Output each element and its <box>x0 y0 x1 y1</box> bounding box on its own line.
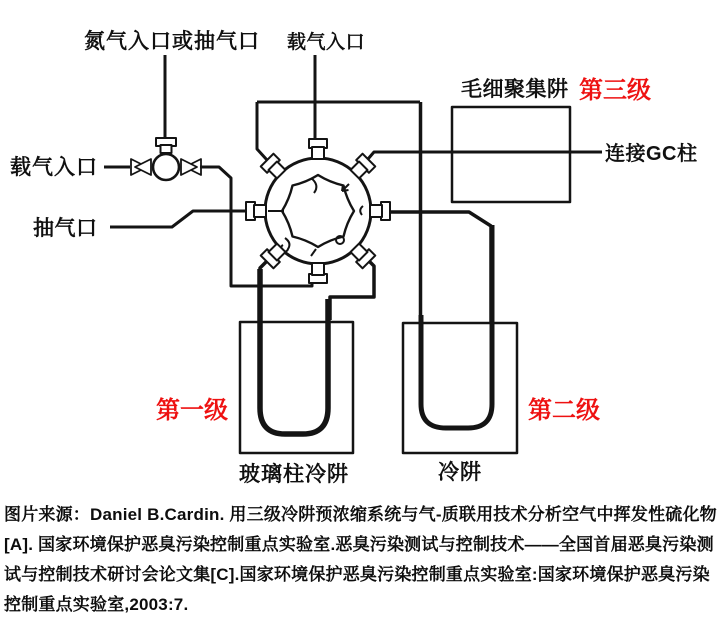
u-tube-1 <box>260 269 328 434</box>
eight-port-valve-icon <box>246 139 390 283</box>
caption <box>4 500 724 620</box>
gc-column-line <box>362 152 602 166</box>
trap2-right-feed <box>389 212 491 322</box>
pump-port-label: 抽气口 <box>33 217 98 240</box>
caption-line-3: 试与控制技术研讨会论文集[C].国家环境保护恶臭污染控制重点实验室:国家环境保护恶臭污染 <box>4 565 710 584</box>
carrier-inlet-left-label: 载气入口 <box>10 156 98 179</box>
glass-trap-label: 玻璃柱冷阱 <box>239 463 349 486</box>
three-way-valve-icon <box>104 138 201 180</box>
valve-port-s <box>309 263 327 283</box>
stage3-label: 第三级 <box>579 77 651 104</box>
u-tube-2 <box>421 225 492 428</box>
capillary-trap-label: 毛细聚集阱 <box>461 78 569 101</box>
gc-column-label: 连接GC柱 <box>605 143 698 165</box>
carrier-inlet-top-label: 载气入口 <box>287 32 366 53</box>
caption-line-1: 图片来源：Daniel B.Cardin. 用三级冷阱预浓缩系统与气-质联用技术分析空气中挥发性硫化物 <box>4 505 717 524</box>
caption-line-2: [A]. 国家环境保护恶臭污染控制重点实验室.恶臭污染测试与控制技术——全国首届恶臭污染测 <box>4 535 714 554</box>
valve-port-n <box>309 139 327 159</box>
valve-port-w <box>246 202 266 220</box>
caption-line-4: 控制重点实验室,2003:7. <box>4 595 189 614</box>
nw-port-drop <box>257 102 267 160</box>
stage1-label: 第一级 <box>156 397 228 424</box>
stage2-label: 第二级 <box>528 397 600 424</box>
n2-inlet-label: 氮气入口或抽气口 <box>84 30 260 53</box>
valve-port-e <box>370 202 390 220</box>
capillary-trap-box <box>452 107 570 202</box>
pump-port-line <box>110 211 248 227</box>
cold-trap-label: 冷阱 <box>438 461 482 484</box>
